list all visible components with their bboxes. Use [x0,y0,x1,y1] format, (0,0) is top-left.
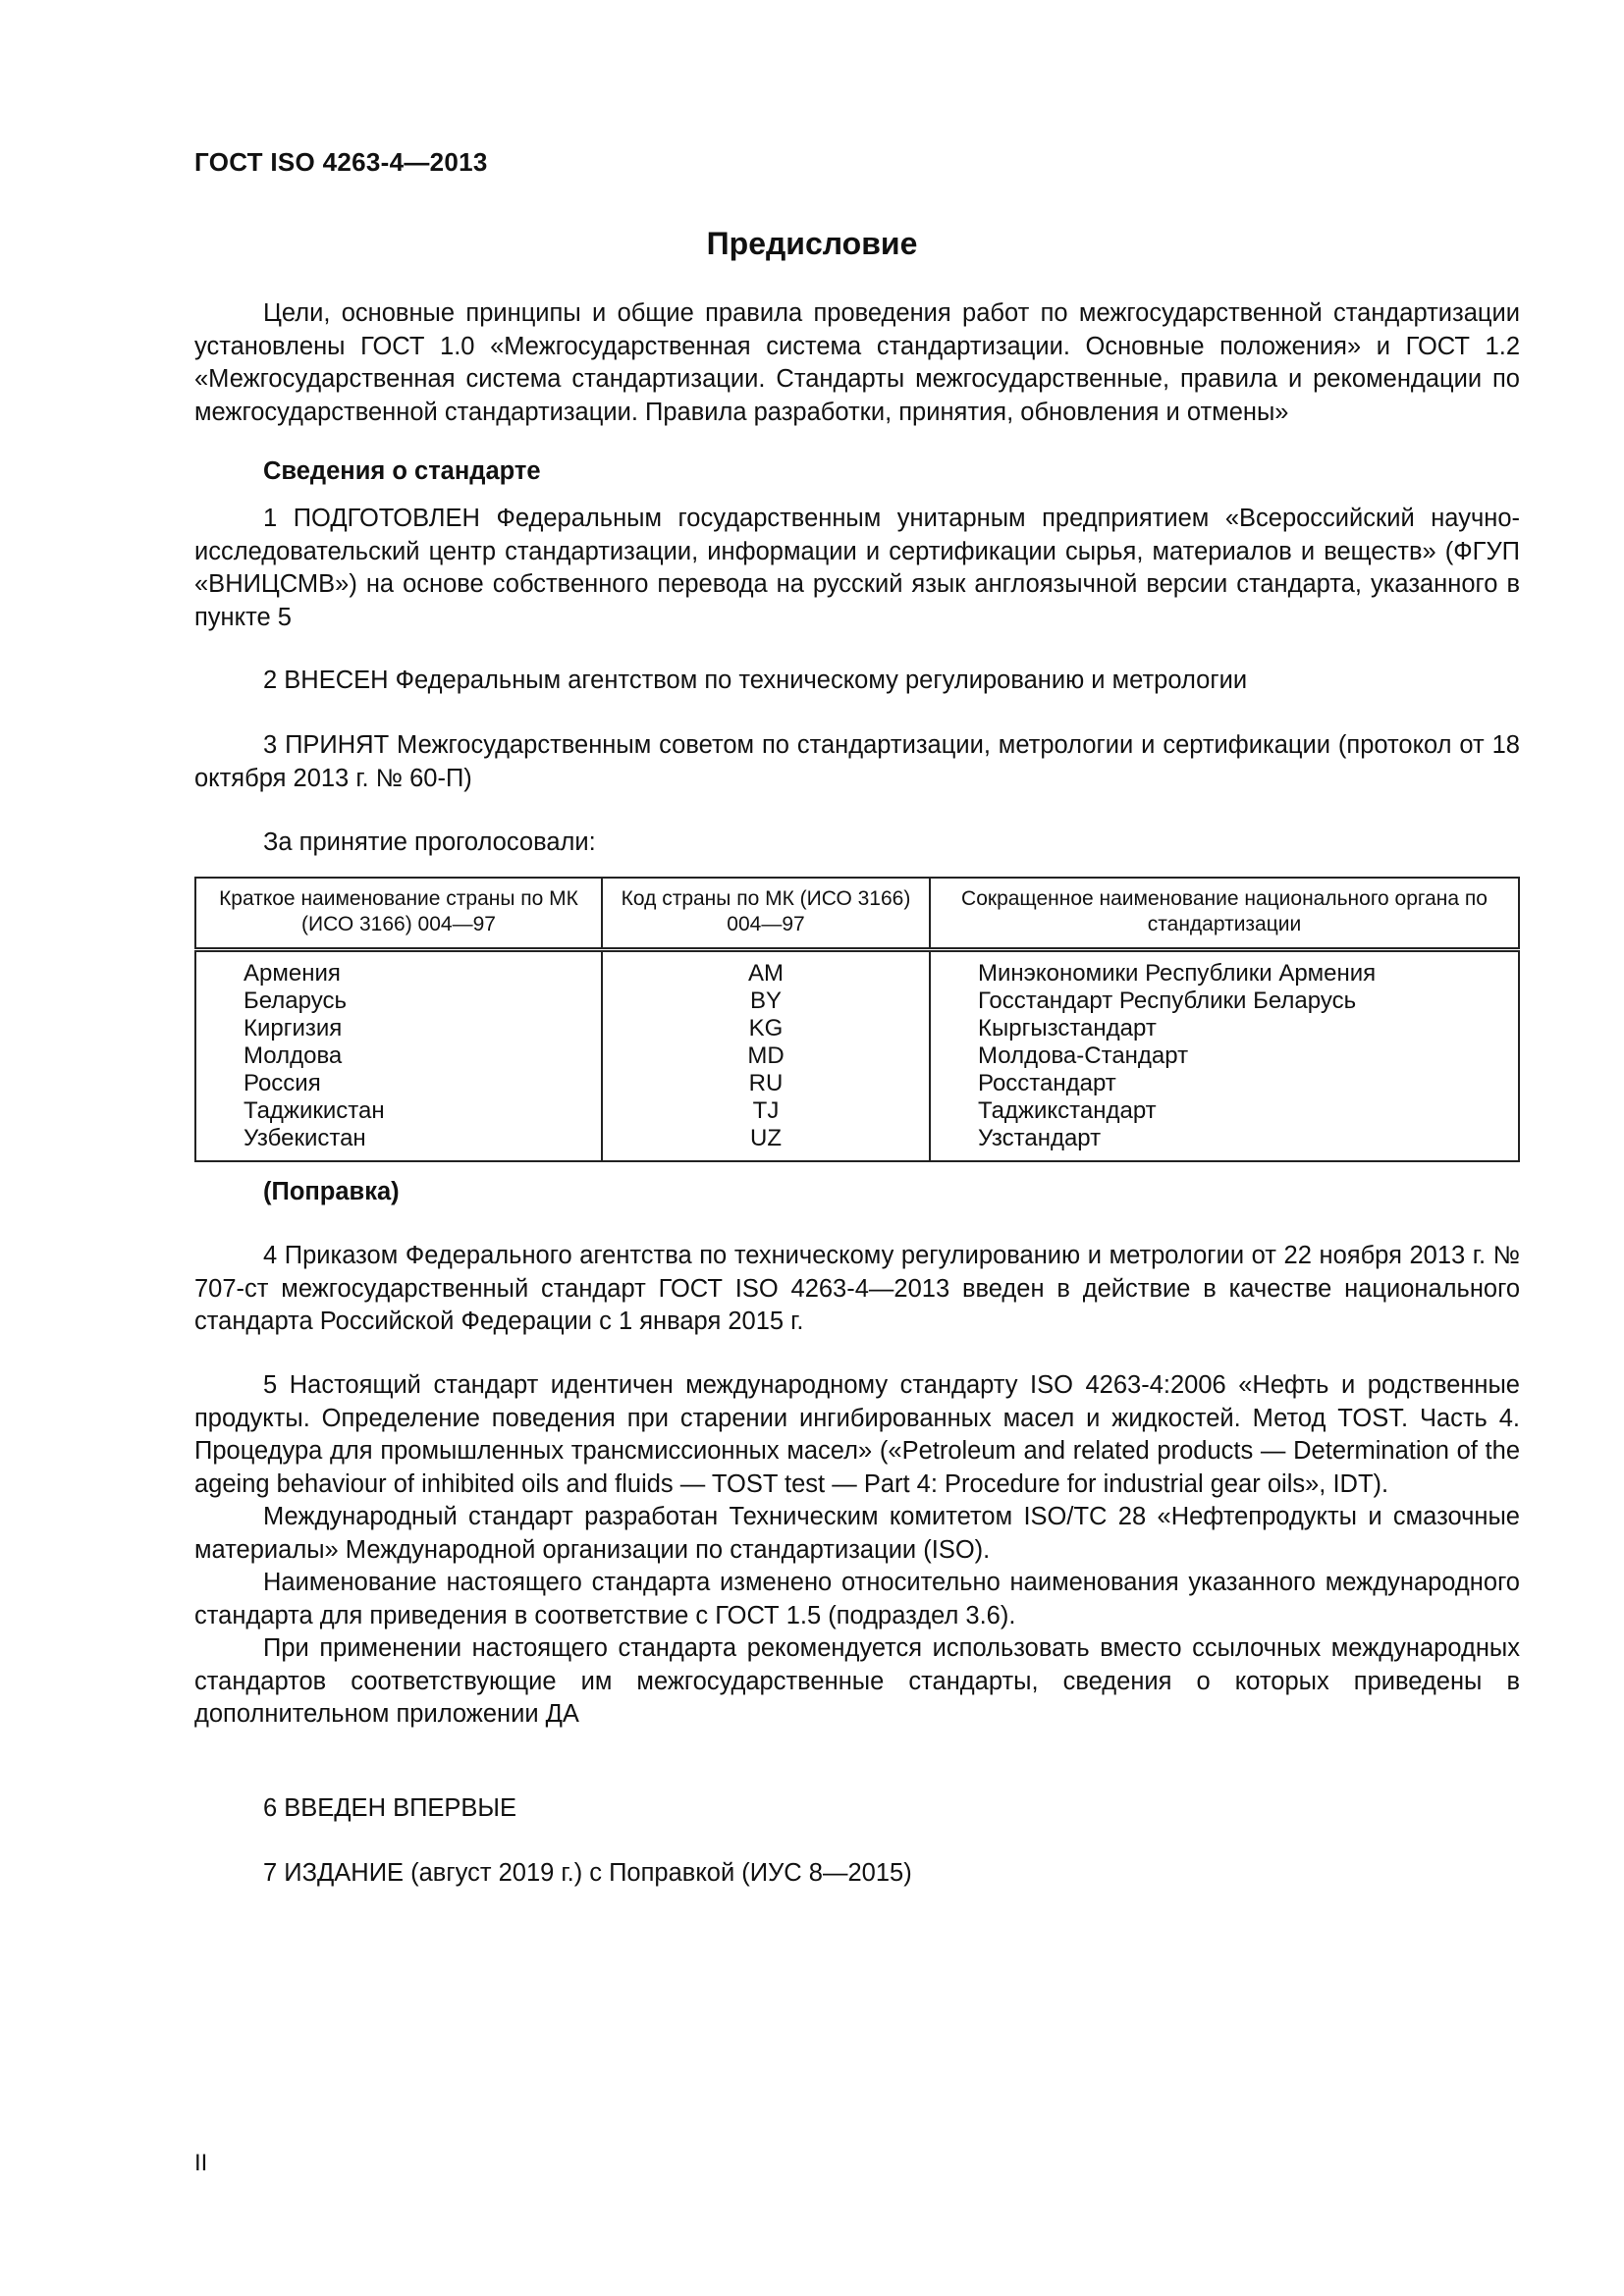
item2-block [194,665,1520,698]
table-header-body: Сокращенное наименование национального органа по стандартизации [930,878,1519,950]
table-header-country: Краткое наименование страны по МК (ИСО 3166) 004—97 [195,878,602,950]
cell-country: Узбекистан [195,1125,602,1161]
cell-country: Молдова [195,1042,602,1070]
cell-body: Молдова-Стандарт [930,1042,1519,1070]
item7-block [194,1857,1520,1891]
table-header-row [195,878,1519,950]
cell-body: Узстандарт [930,1125,1519,1161]
cell-body: Таджикстандарт [930,1097,1519,1125]
page-title: Предисловие [706,226,918,261]
info-heading: Сведения о стандарте [263,457,541,485]
cell-body: Минэкономики Республики Армения [930,950,1519,988]
intro-block [194,297,1520,429]
document-code: ГОСТ ISO 4263-4—2013 [194,147,488,177]
item5-block [194,1369,1520,1732]
table-row [195,1070,1519,1097]
page-number: II [194,2150,208,2176]
votes-intro-block [194,827,1520,860]
item-1-paragraph: 1 ПОДГОТОВЛЕН Федеральным государственным унитарным предприятием «Всероссийский научно-исследовательский центр стандартизации, информации и сертификации сырья, материалов и веществ» (ФГУП «ВНИЦСМВ») на основе собственного перевода на русский язык англоязычной версии стандарта, указанного в пункте 5 [194,505,1520,631]
votes-table [194,877,1520,1162]
table-row [195,988,1519,1015]
cell-code: TJ [602,1097,930,1125]
table-row [195,1125,1519,1161]
cell-code: UZ [602,1125,930,1161]
cell-code: KG [602,1015,930,1042]
item4-block [194,1240,1520,1339]
cell-body: Росстандарт [930,1070,1519,1097]
item-4-paragraph: 4 Приказом Федерального агентства по техническому регулированию и метрологии от 22 ноября 2013 г. № 707-ст межгосударственный стандарт ГОСТ ISO 4263-4—2013 введен в действие в качестве национального стандарта Российской Федерации с 1 января 2015 г. [194,1242,1520,1335]
item-3-paragraph: 3 ПРИНЯТ Межгосударственным советом по стандартизации, метрологии и сертификации (протокол от 18 октября 2013 г. № 60-П) [194,731,1520,792]
cell-body: Госстандарт Республики Беларусь [930,988,1519,1015]
item-5-paragraph-3: Наименование настоящего стандарта изменено относительно наименования указанного международного стандарта для приведения в соответствие с ГОСТ 1.5 (подраздел 3.6). [194,1569,1520,1629]
item3-block [194,729,1520,795]
item-6-paragraph: 6 ВВЕДЕН ВПЕРВЫЕ [263,1794,517,1822]
cell-code: BY [602,988,930,1015]
amendment-label: (Поправка) [263,1178,400,1205]
cell-country: Россия [195,1070,602,1097]
cell-country: Киргизия [195,1015,602,1042]
item-2-paragraph: 2 ВНЕСЕН Федеральным агентством по техническому регулированию и метрологии [263,667,1248,694]
item6-block [194,1792,1520,1826]
cell-country: Беларусь [195,988,602,1015]
intro-paragraph: Цели, основные принципы и общие правила проведения работ по межгосударственной стандартизации установлены ГОСТ 1.0 «Межгосударственная система стандартизации. Основные положения» и ГОСТ 1.2 «Межгосударственная система стандартизации. Стандарты межгосударственные, правила и рекомендации по межгосударственной стандартизации. Правила разработки, принятия, обновления и отмены» [194,299,1520,426]
votes-intro: За принятие проголосовали: [263,828,596,856]
table-row [195,1015,1519,1042]
item-5-paragraph-2: Международный стандарт разработан Техническим комитетом ISO/TC 28 «Нефтепродукты и смазочные материалы» Международной организации по стандартизации (ISO). [194,1503,1520,1564]
item-7-paragraph: 7 ИЗДАНИЕ (август 2019 г.) с Поправкой (ИУС 8—2015) [263,1859,912,1887]
table-row [195,1097,1519,1125]
amendment-block [194,1176,1520,1209]
table-header-code: Код страны по МК (ИСО 3166) 004—97 [602,878,930,950]
cell-country: Армения [195,950,602,988]
item-5-paragraph: 5 Настоящий стандарт идентичен международному стандарту ISO 4263-4:2006 «Нефть и родственные продукты. Определение поведения при старении ингибированных масел и жидкостей. Метод TOST. Часть 4. Процедура для промышленных трансмиссионных масел» («Petroleum and related products — Determination of the ageing behaviour of inhibited oils and fluids — TOST test — Part 4: Procedure for industrial gear oils», IDT). [194,1371,1520,1498]
cell-code: RU [602,1070,930,1097]
table-row [195,950,1519,988]
cell-code: MD [602,1042,930,1070]
item-5-paragraph-4: При применении настоящего стандарта рекомендуется использовать вместо ссылочных международных стандартов соответствующие им межгосударственные стандарты, сведения о которых приведены в дополнительном приложении ДА [194,1634,1520,1728]
cell-body: Кыргызстандарт [930,1015,1519,1042]
info-heading-block [194,455,1520,489]
cell-country: Таджикистан [195,1097,602,1125]
cell-code: AM [602,950,930,988]
table-row [195,1042,1519,1070]
item1-block [194,503,1520,634]
